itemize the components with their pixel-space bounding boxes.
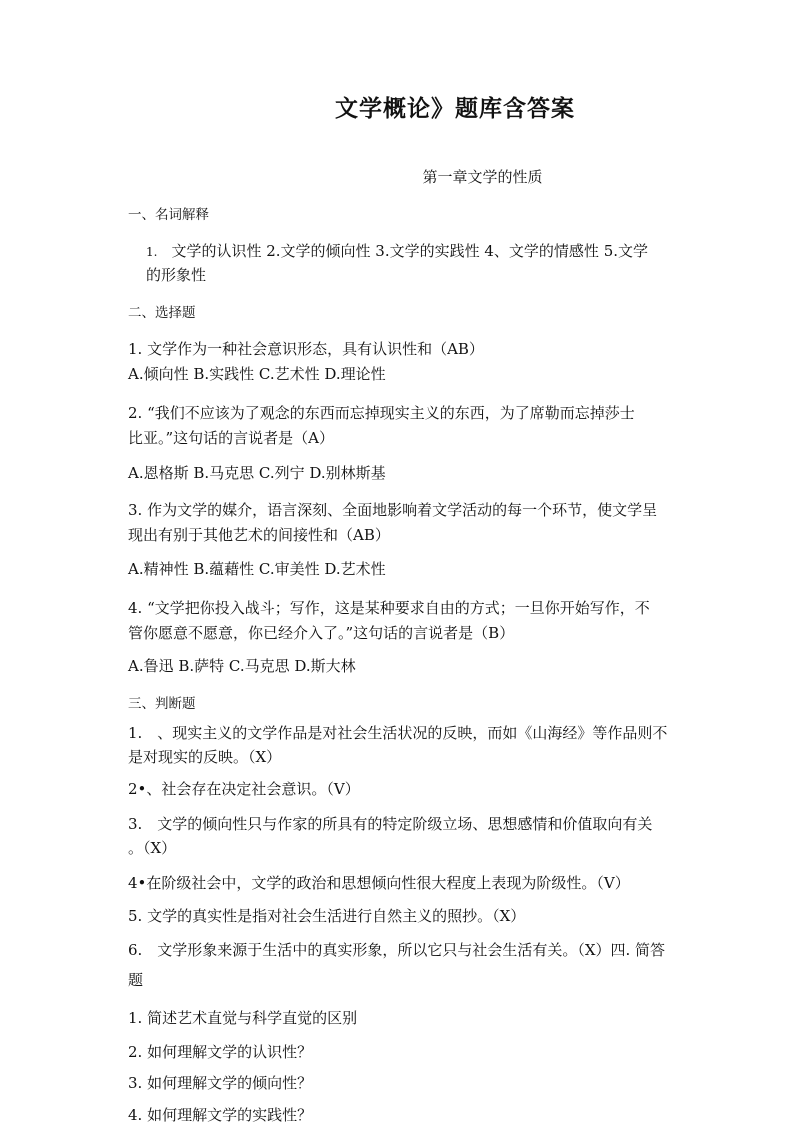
section-heading-judgment: 三、判断题 (128, 696, 196, 712)
section-heading-terms: 一、名词解释 (128, 207, 209, 223)
choice-question-2-line2: 比亚。”这句话的言说者是（A） (128, 429, 335, 447)
terms-item-number: 1. (146, 245, 158, 259)
judgment-4: 4•在阶级社会中，文学的政治和思想倾向性很大程度上表现为阶级性。（V） (128, 874, 630, 892)
choice-question-3-line2: 现出有别于其他艺术的间接性和（AB） (128, 526, 390, 544)
short-answer-4: 4. 如何理解文学的实践性？ (128, 1106, 313, 1124)
choice-question-1: 1. 文学作为一种社会意识形态，具有认识性和（AB） (128, 340, 484, 358)
choice-question-3-options: A.精神性 B.蕴藉性 C.审美性 D.艺术性 (128, 560, 386, 578)
judgment-6-line2: 题 (128, 971, 144, 989)
judgment-1-line1: 1. 、现实主义的文学作品是对社会生活状况的反映，而如《山海经》等作品则不 (128, 724, 668, 742)
short-answer-1: 1. 简述艺术直觉与科学直觉的区别 (128, 1009, 358, 1027)
judgment-2: 2•、社会存在决定社会意识。（V） (128, 780, 360, 798)
chapter-heading: 第一章文学的性质 (422, 168, 543, 186)
choice-question-4-line1: 4. “文学把你投入战斗；写作，这是某种要求自由的方式；一旦你开始写作，不 (128, 599, 650, 617)
section-heading-choice: 二、选择题 (128, 305, 196, 321)
document-title: 文学概论》题库含答案 (335, 96, 575, 122)
choice-question-3-line1: 3. 作为文学的媒介，语言深刻、全面地影响着文学活动的每一个环节，使文学呈 (128, 501, 658, 519)
choice-question-4-options: A.鲁迅 B.萨特 C.马克思 D.斯大林 (128, 657, 356, 675)
choice-question-1-options: A.倾向性 B.实践性 C.艺术性 D.理论性 (128, 365, 386, 383)
judgment-1-line2: 是对现实的反映。（X） (128, 748, 282, 766)
terms-item-line (146, 239, 800, 264)
choice-question-4-line2: 管你愿意不愿意，你已经介入了。”这句话的言说者是（B） (128, 624, 515, 642)
choice-question-2-options: A.恩格斯 B.马克思 C.列宁 D.别林斯基 (128, 464, 386, 482)
short-answer-2: 2. 如何理解文学的认识性？ (128, 1043, 313, 1061)
short-answer-3: 3. 如何理解文学的倾向性？ (128, 1074, 313, 1092)
terms-item-text: 文学的认识性 2.文学的倾向性 3.文学的实践性 4、文学的情感性 5.文学 (171, 242, 649, 260)
judgment-5: 5. 文学的真实性是指对社会生活进行自然主义的照抄。（X） (128, 907, 526, 925)
terms-item-continuation: 的形象性 (146, 266, 207, 284)
judgment-3-line1: 3. 文学的倾向性只与作家的所具有的特定阶级立场、思想感情和价值取向有关 (128, 815, 653, 833)
choice-question-2-line1: 2. “我们不应该为了观念的东西而忘掉现实主义的东西，为了席勒而忘掉莎士 (128, 404, 635, 422)
judgment-6-line1: 6. 文学形象来源于生活中的真实形象，所以它只与社会生活有关。（X）四. 简答 (128, 941, 666, 959)
judgment-3-line2: 。（X） (128, 839, 177, 857)
